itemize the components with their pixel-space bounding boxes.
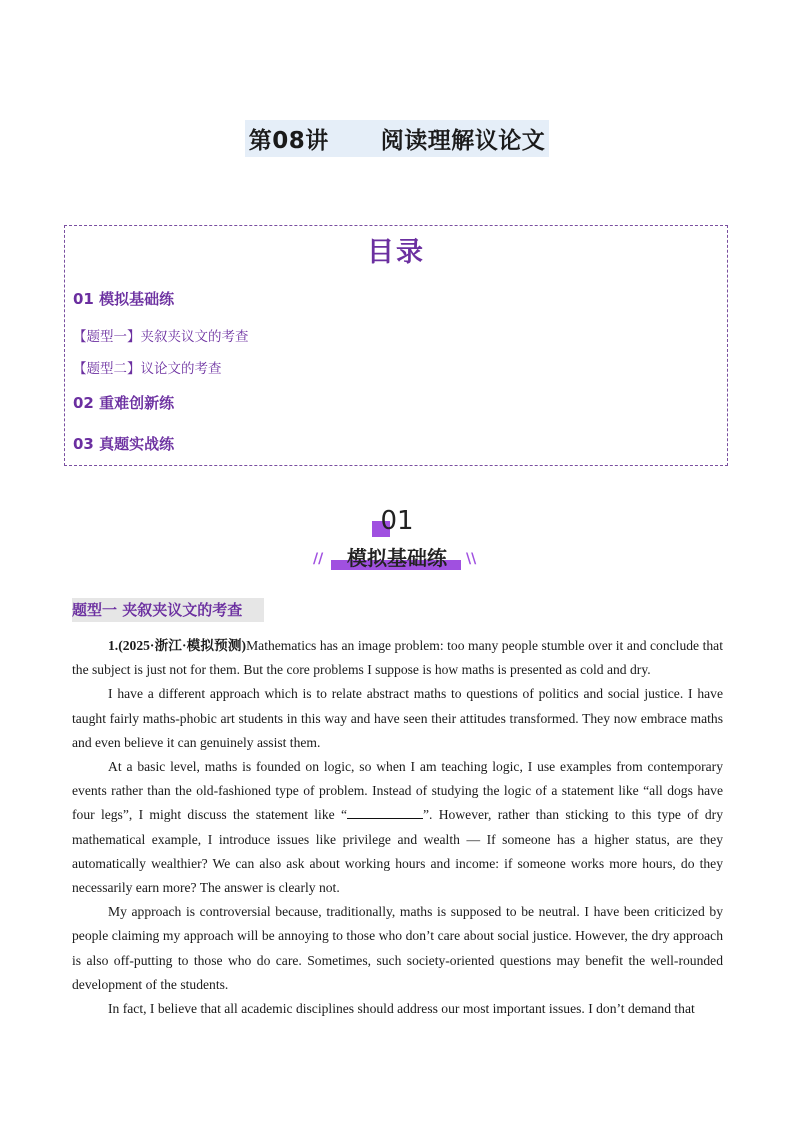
toc-item-innovation-practice[interactable]: 02 重难创新练 <box>73 394 175 412</box>
paragraph-3-text-a: At a basic level, maths is founded on logic, so when I am teaching logic, I use examples from contemporary events rather than the old-fashioned type of problem. Instead of studying the logic of a statement like “all dogs have four legs”, I might discuss the statement like “ <box>72 759 723 823</box>
title-wrap <box>0 120 794 157</box>
passage-paragraph-3 <box>72 755 723 900</box>
reading-passage <box>72 634 723 1021</box>
answer-blank[interactable] <box>347 806 423 819</box>
lecture-number: 第08讲 <box>248 128 329 154</box>
section-right-mark: \\ <box>466 551 477 567</box>
passage-paragraph-5: In fact, I believe that all academic disciplines should address our most important issues. I don’t demand that <box>108 1001 695 1017</box>
page-title <box>245 120 550 157</box>
section-name: 模拟基础练 <box>347 546 447 570</box>
question-type-label: 题型一 夹叙夹议文的考查 <box>72 598 264 622</box>
passage-paragraph-1 <box>72 634 723 682</box>
question-source: 1.(2025·浙江·模拟预测) <box>108 638 247 653</box>
paragraph-3-text-b: ”. However, rather than sticking to this type of dry mathematical example, I introduce issues like privilege and wealth — If someone has a higher status, are they automatically wealthier? We can also ask about working hours and income: if someone works more hours, do they necessarily earn more? The answer is clearly not. <box>72 807 723 896</box>
passage-paragraph-4: My approach is controversial because, traditionally, maths is supposed to be neutral. I have been criticized by people claiming my approach will be annoying to those who don’t care about social justice. However, the dry approach is also off-putting to those who do care. Sometimes, such society-oriented questions may benefit the well-rounded development of the students. <box>72 904 723 992</box>
toc-heading: 目录 <box>367 237 425 268</box>
toc-item-type-two[interactable]: 【题型二】议论文的考查 <box>73 361 222 377</box>
toc-item-basic-practice[interactable]: 01 模拟基础练 <box>73 290 175 308</box>
passage-paragraph-2: I have a different approach which is to relate abstract maths to questions of politics and social justice. I have taught fairly maths-phobic art students in this way and have seen their attitudes transformed. They now embrace maths and even believe it can genuinely assist them. <box>72 686 723 750</box>
table-of-contents <box>64 225 728 466</box>
toc-item-exam-practice[interactable]: 03 真题实战练 <box>73 435 175 453</box>
section-number: 01 <box>380 506 414 536</box>
toc-item-type-one[interactable]: 【题型一】夹叙夹议文的考查 <box>73 329 249 345</box>
section-left-mark: // <box>313 551 324 567</box>
lecture-topic: 阅读理解议论文 <box>380 128 546 154</box>
paragraph-1-text: Mathematics has an image problem: too many people stumble over it and conclude that the subject is just not for them. But the core problems I suppose is how maths is presented as cold and dry. <box>72 638 723 678</box>
